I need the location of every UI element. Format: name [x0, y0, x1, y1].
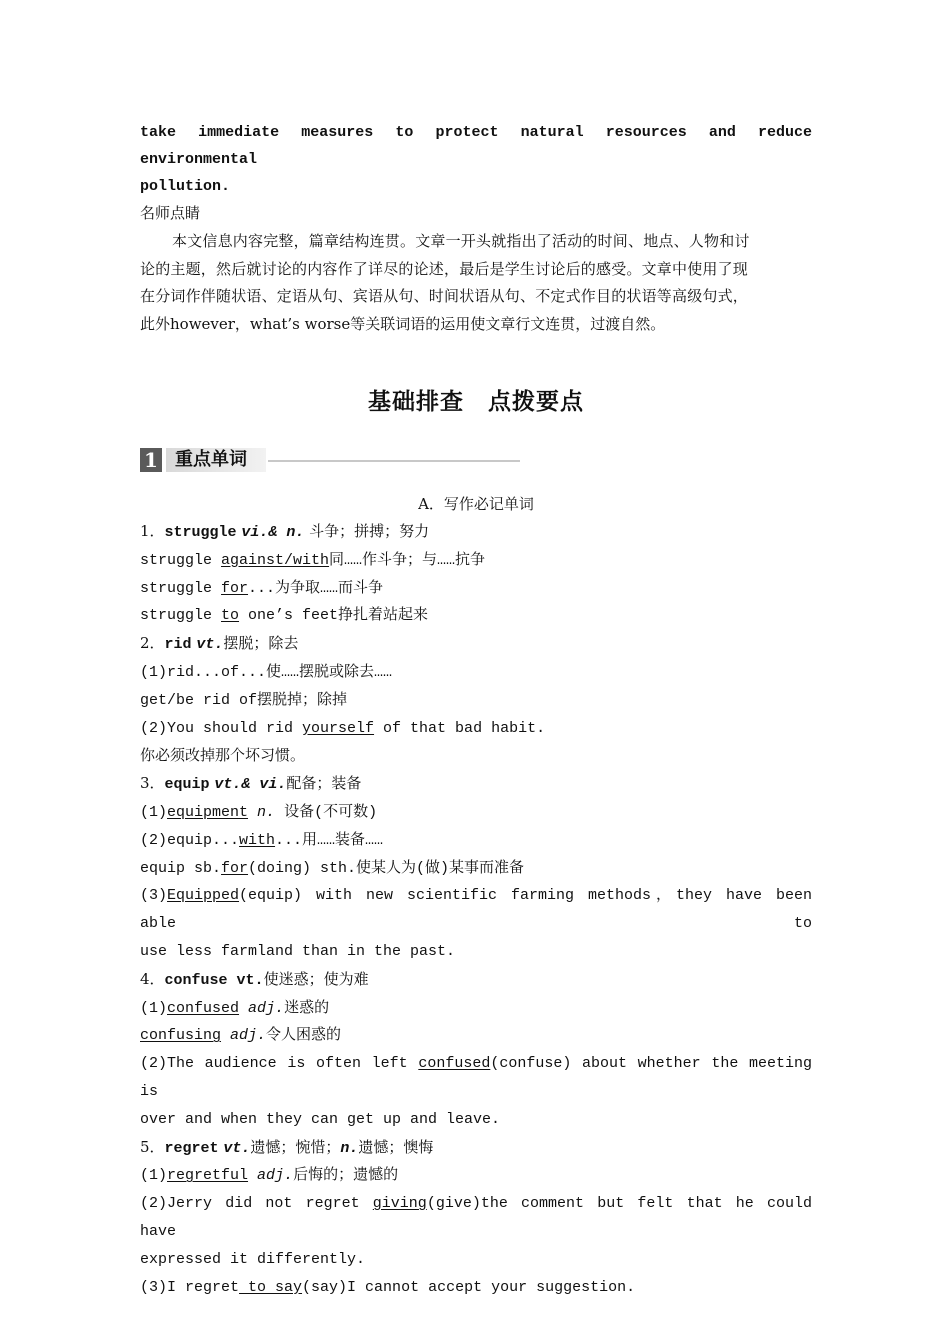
example-sentence: (2)The audience is often left confused(confuse) about whether the meeting is — [140, 1055, 812, 1100]
example-sentence: (3)Equipped(equip) with new scientific farming methods，they have been able to — [140, 887, 812, 933]
entry-meaning: 摆脱；除去 — [223, 634, 299, 653]
word-entry-heading — [140, 518, 812, 547]
entry-pos: vi.& n. — [241, 523, 305, 541]
example-sentence: (2)You should rid yourself of that bad habit. — [140, 719, 546, 737]
answer-blank: yourself — [302, 719, 375, 737]
entry-number: 4． — [140, 969, 165, 988]
entry-number: 2． — [140, 634, 165, 653]
word-entry-heading — [140, 770, 812, 799]
phrase-line: (1)confused adj.迷惑的 — [140, 999, 330, 1017]
answer-blank: regretful — [167, 1167, 249, 1185]
entry-number: 5． — [140, 1137, 165, 1156]
entry-pos: vt. — [196, 636, 224, 654]
entry-pos: vt. — [223, 1139, 251, 1157]
intro-english-line: take immediate measures to protect natural resources and reduce environmental — [140, 124, 812, 168]
answer-blank: to say — [239, 1278, 303, 1296]
answer-blank: for — [221, 579, 249, 597]
phrase-line: struggle for...为争取……而斗争 — [140, 579, 384, 597]
answer-blank: confusing — [140, 1027, 222, 1045]
example-sentence: over and when they can get up and leave. — [140, 1110, 501, 1128]
phrase-line: struggle against/with同……作斗争；与……抗争 — [140, 551, 486, 569]
word-entry-heading — [140, 966, 812, 995]
answer-blank: Equipped — [167, 887, 240, 905]
phrase-line: equip sb.for(doing) sth.使某人为(做)某事而准备 — [140, 859, 525, 877]
entry-word: confuse vt. — [164, 971, 264, 989]
page-title — [140, 383, 812, 416]
section-label: 重点单词 — [175, 448, 247, 470]
document-page — [140, 119, 812, 1301]
phrase-line: (2)equip...with...用……装备…… — [140, 831, 384, 849]
entry-meaning: 使迷惑；使为难 — [263, 969, 369, 988]
entry-meaning: 遗憾；懊悔 — [358, 1137, 434, 1156]
entry-word: regret — [164, 1139, 219, 1157]
commentary-line: 论的主题，然后就讨论的内容作了详尽的论述，最后是学生讨论后的感受。文章中使用了现 — [140, 259, 749, 278]
commentary-line: 在分词作伴随状语、定语从句、宾语从句、时间状语从句、不定式作目的状语等高级句式， — [140, 287, 749, 306]
subsection-title: A．写作必记单词 — [418, 494, 534, 513]
entry-pos: vt.& vi. — [214, 776, 287, 794]
answer-blank: against/with — [221, 551, 330, 569]
answer-blank: for — [221, 859, 249, 877]
answer-blank: confused — [418, 1055, 491, 1073]
phrase-line: (1)regretful adj.后悔的；遗憾的 — [140, 1167, 399, 1185]
commentary-line: 此外however，what’s worse等关联词语的运用使文章行文连贯，过渡自然。 — [140, 315, 666, 334]
title-part-1: 基础排查 — [368, 388, 464, 415]
phrase-line: (1)equipment n. 设备(不可数) — [140, 803, 378, 821]
commentary-line: 本文信息内容完整，篇章结构连贯。文章一开头就指出了活动的时间、地点、人物和讨 — [172, 231, 750, 250]
example-sentence: (2)Jerry did not regret giving(give)the comment but felt that he could have — [140, 1195, 812, 1240]
answer-blank: to — [221, 607, 240, 625]
entry-meaning: 斗争；拼搏；努力 — [309, 521, 430, 540]
phrase-line: (1)rid...of...使……摆脱或除去…… — [140, 663, 393, 681]
entry-meaning: 遗憾；惋惜； — [250, 1137, 341, 1156]
section-header — [140, 446, 812, 476]
entry-number: 3． — [140, 774, 165, 793]
title-part-2: 点拨要点 — [488, 388, 584, 415]
entry-word: struggle — [164, 523, 237, 541]
example-sentence: expressed it differently. — [140, 1250, 366, 1268]
answer-blank: with — [239, 831, 276, 849]
answer-blank: equipment — [167, 803, 249, 821]
entry-number: 1． — [140, 521, 165, 540]
section-divider-line — [268, 460, 520, 462]
word-entry-heading — [140, 1134, 812, 1163]
entry-meaning: 配备；装备 — [286, 774, 362, 793]
example-sentence: use less farmland than in the past. — [140, 942, 456, 960]
phrase-line: struggle to one’s feet挣扎着站起来 — [140, 607, 429, 625]
entry-pos: n. — [340, 1139, 359, 1157]
word-entry-heading — [140, 630, 812, 659]
section-number: 1 — [140, 448, 162, 472]
entry-word: rid — [164, 636, 192, 654]
answer-blank: confused — [167, 999, 240, 1017]
phrase-line: get/be rid of摆脱掉；除掉 — [140, 691, 348, 709]
example-sentence: (3)I regret to say(say)I cannot accept your suggestion. — [140, 1278, 636, 1296]
commentary-heading: 名师点睛 — [140, 204, 201, 222]
intro-english-line: pollution. — [140, 178, 231, 195]
entry-word: equip — [164, 776, 210, 794]
phrase-line: confusing adj.令人困惑的 — [140, 1027, 342, 1045]
answer-blank: giving — [372, 1195, 427, 1213]
example-translation: 你必须改掉那个坏习惯。 — [140, 746, 306, 765]
